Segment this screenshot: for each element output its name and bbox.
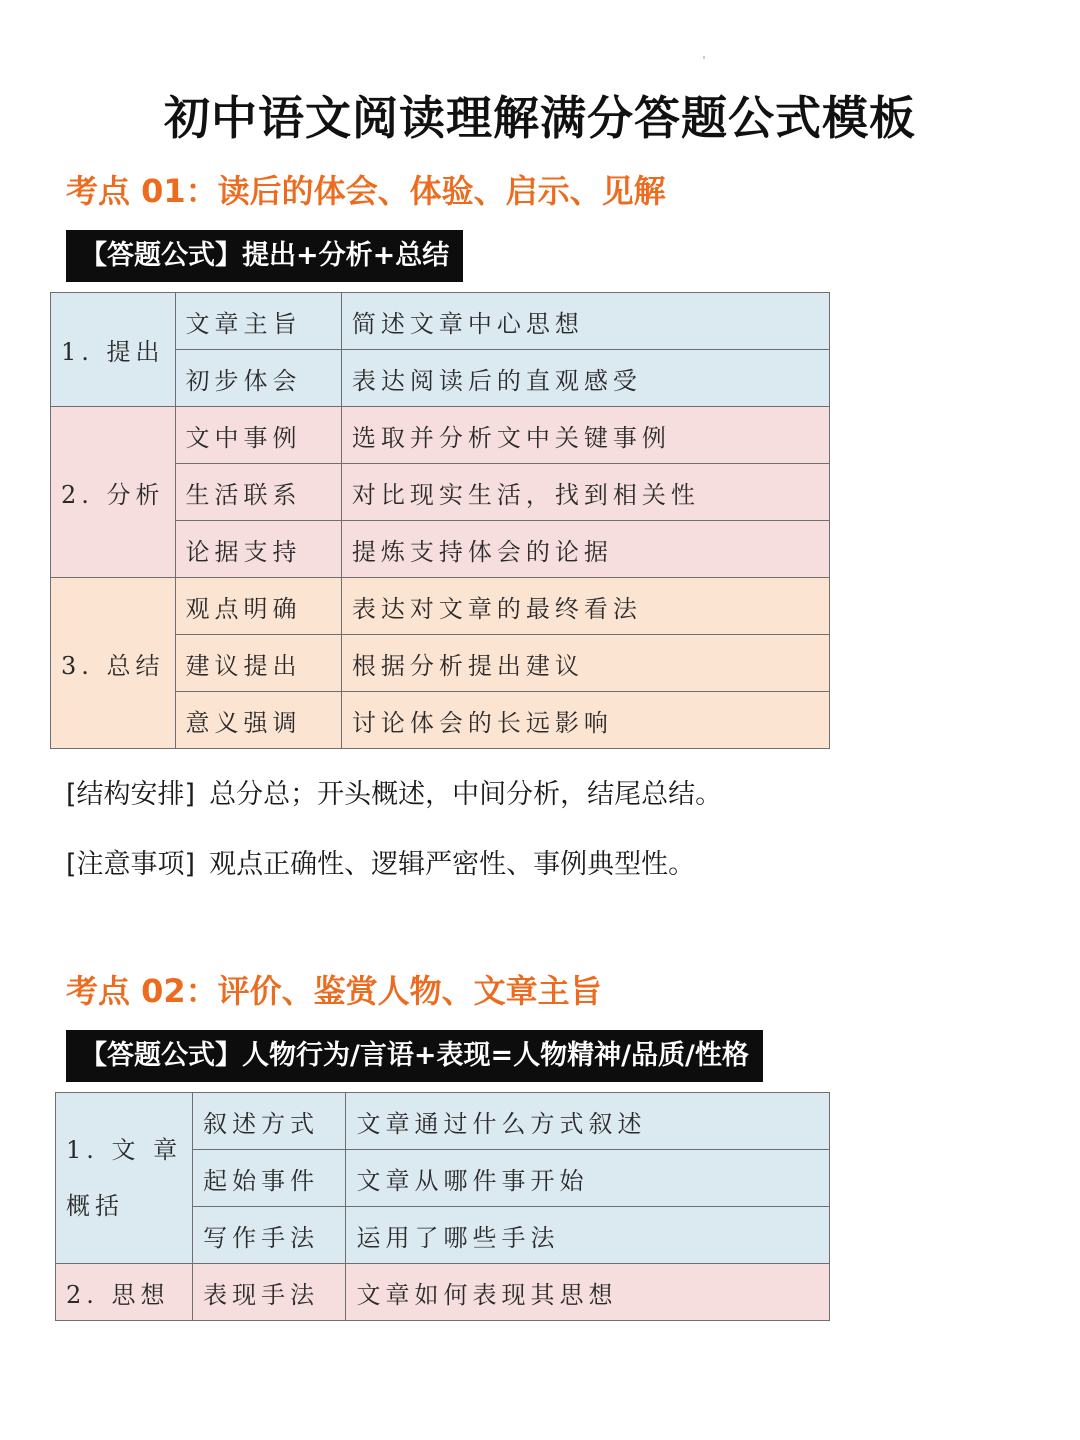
section-heading-02: 考点 02：评价、鉴赏人物、文章主旨 <box>66 972 602 1010</box>
formula-bar-01: 【答题公式】提出+分析+总结 <box>66 230 463 282</box>
item-cell: 初步体会 <box>175 350 341 407</box>
item-cell: 意义强调 <box>175 692 341 749</box>
formula-table-02 <box>55 1092 830 1321</box>
item-cell: 观点明确 <box>175 578 341 635</box>
note-text: 总分总；开头概述，中间分析，结尾总结。 <box>209 779 723 810</box>
formula-table-01 <box>50 292 830 749</box>
desc-cell: 文章通过什么方式叙述 <box>346 1093 830 1150</box>
table-row <box>56 1093 830 1150</box>
desc-cell: 表达阅读后的直观感受 <box>341 350 829 407</box>
group-label: 2. 分析 <box>51 407 176 578</box>
scan-speck <box>703 56 705 59</box>
desc-cell: 根据分析提出建议 <box>341 635 829 692</box>
desc-cell: 提炼支持体会的论据 <box>341 521 829 578</box>
desc-cell: 表达对文章的最终看法 <box>341 578 829 635</box>
structure-note <box>66 772 722 811</box>
page-title: 初中语文阅读理解满分答题公式模板 <box>164 91 916 145</box>
group-label: 2. 思想 <box>56 1264 193 1321</box>
desc-cell: 文章如何表现其思想 <box>346 1264 830 1321</box>
caution-note <box>66 842 695 881</box>
note-tag: [结构安排] <box>66 779 196 810</box>
formula-bar-02: 【答题公式】人物行为/言语+表现=人物精神/品质/性格 <box>66 1030 763 1082</box>
item-cell: 论据支持 <box>175 521 341 578</box>
group-label-line: 概括 <box>66 1192 124 1220</box>
group-label-line: 1. 文 章 <box>66 1136 183 1164</box>
table-row <box>51 407 830 464</box>
item-cell: 生活联系 <box>175 464 341 521</box>
table-row <box>51 578 830 635</box>
group-label <box>56 1093 193 1264</box>
table-row <box>56 1264 830 1321</box>
desc-cell: 讨论体会的长远影响 <box>341 692 829 749</box>
section-heading-01: 考点 01：读后的体会、体验、启示、见解 <box>66 172 666 210</box>
item-cell: 表现手法 <box>193 1264 346 1321</box>
item-cell: 建议提出 <box>175 635 341 692</box>
item-cell: 叙述方式 <box>193 1093 346 1150</box>
table-row <box>51 293 830 350</box>
item-cell: 文中事例 <box>175 407 341 464</box>
group-label: 3. 总结 <box>51 578 176 749</box>
item-cell: 文章主旨 <box>175 293 341 350</box>
desc-cell: 简述文章中心思想 <box>341 293 829 350</box>
group-label: 1. 提出 <box>51 293 176 407</box>
note-tag: [注意事项] <box>66 849 196 880</box>
note-text: 观点正确性、逻辑严密性、事例典型性。 <box>209 849 696 880</box>
desc-cell: 运用了哪些手法 <box>346 1207 830 1264</box>
item-cell: 起始事件 <box>193 1150 346 1207</box>
desc-cell: 对比现实生活，找到相关性 <box>341 464 829 521</box>
desc-cell: 文章从哪件事开始 <box>346 1150 830 1207</box>
item-cell: 写作手法 <box>193 1207 346 1264</box>
desc-cell: 选取并分析文中关键事例 <box>341 407 829 464</box>
